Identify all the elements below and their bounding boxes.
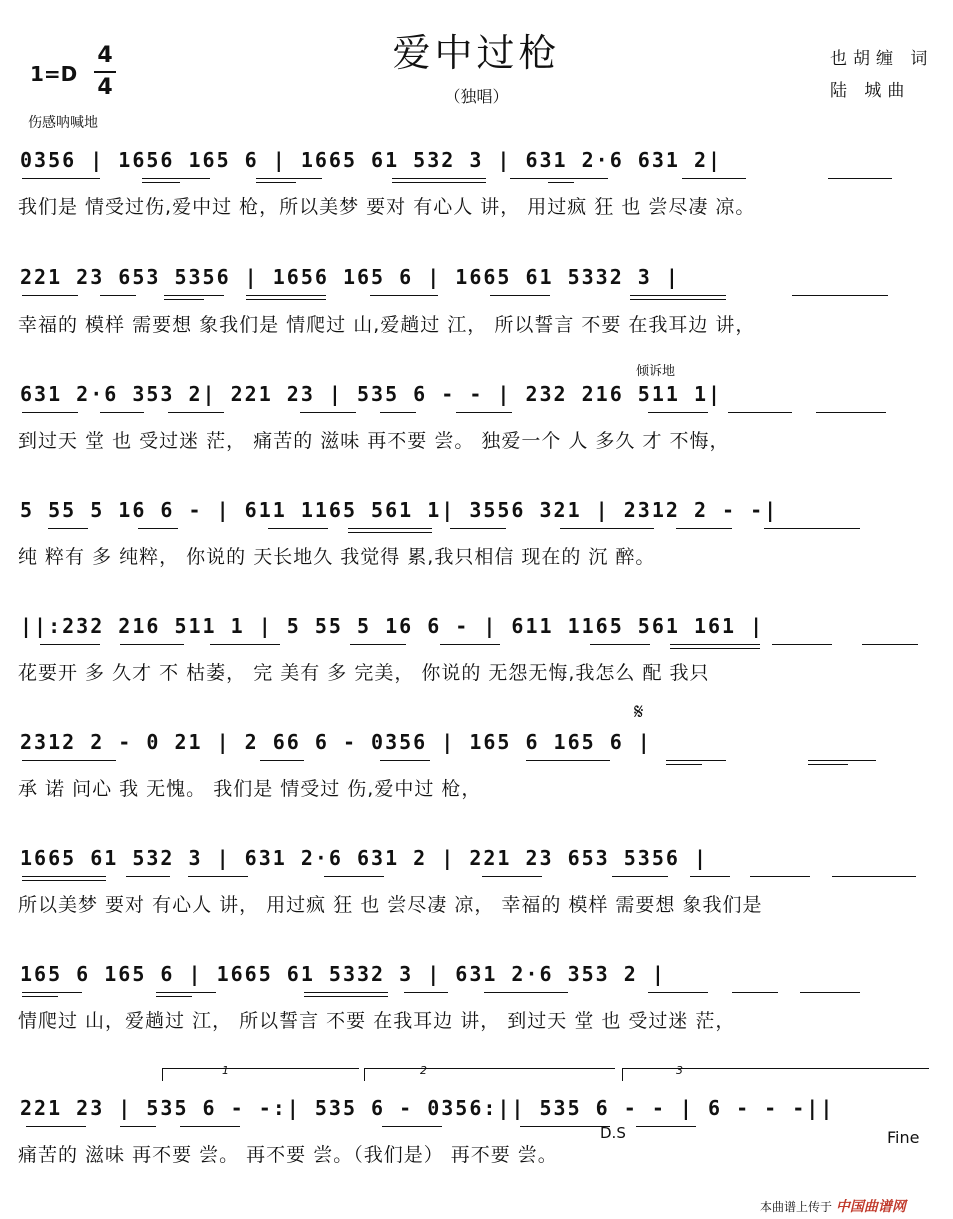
notation-line-8: 165 6 165 6 | 1665 61 5332 3 | 631 2·6 353 2 | bbox=[20, 962, 666, 986]
notation-line-9: 221 23 | 535 6 - -:| 535 6 - 0356:|| 535 6 - - | 6 - - -|| bbox=[20, 1096, 835, 1120]
volta-number-3: 3 bbox=[676, 1064, 683, 1077]
underline-group-5 bbox=[20, 614, 935, 648]
underline-group-3 bbox=[20, 382, 935, 416]
narrative-mark: 倾诉地 bbox=[636, 364, 676, 379]
lyric-line-8: 情爬过 山，爱趟过 江， 所以誓言 不要 在我耳边 讲， 到过天 堂 也 受过迷 茫， bbox=[18, 1010, 736, 1032]
lyric-line-9: 痛苦的 滋味 再不要 尝。 再不要 尝。（我们是） 再不要 尝。 bbox=[18, 1144, 558, 1166]
page-title: 爱中过枪 bbox=[392, 31, 561, 75]
footer-text: 本曲谱上传于 bbox=[760, 1200, 833, 1214]
ds-mark: D.S bbox=[600, 1124, 626, 1142]
volta-bracket-1 bbox=[162, 1068, 359, 1081]
underline-group-8 bbox=[20, 962, 935, 996]
notation-line-4: 5 55 5 16 6 - | 611 1165 561 1| 3556 321 | 2312 2 - -| bbox=[20, 498, 779, 522]
notation-line-5: ||:232 216 511 1 | 5 55 5 16 6 - | 611 1165 561 161 | bbox=[20, 614, 765, 638]
subtitle: （独唱） bbox=[444, 87, 509, 106]
volta-number-2: 2 bbox=[420, 1064, 427, 1077]
lyric-line-2: 幸福的 模样 需要想 象我们是 情爬过 山,爱趟过 江， 所以誓言 不要 在我耳边 讲， bbox=[18, 314, 756, 336]
notation-line-1: 0356 | 1656 165 6 | 1665 61 532 3 | 631 2·6 631 2| bbox=[20, 148, 723, 172]
notation-line-6: 2312 2 - 0 21 | 2 66 6 - 0356 | 165 6 165 6 | bbox=[20, 730, 652, 754]
lyric-line-1: 我们是 情受过伤,爱中过 枪，所以美梦 要对 有心人 讲， 用过疯 狂 也 尝尽凄 凉。 bbox=[18, 196, 756, 218]
lyric-line-6: 承 诺 问心 我 无愧。 我们是 情受过 伤,爱中过 枪， bbox=[18, 778, 482, 800]
composer-credit: 陆 城曲 bbox=[830, 81, 911, 101]
lyricist-credit: 也胡缠 词 bbox=[830, 49, 934, 69]
lyric-line-4: 纯 粹有 多 纯粹， 你说的 天长地久 我觉得 累,我只相信 现在的 沉 醉。 bbox=[18, 546, 656, 568]
notation-line-3: 631 2·6 353 2| 221 23 | 535 6 - - | 232 216 511 1| bbox=[20, 382, 723, 406]
expression-mark: 伤感呐喊地 bbox=[28, 115, 98, 131]
volta-bracket-3 bbox=[622, 1068, 929, 1081]
segno-mark: 𝄋 bbox=[634, 700, 644, 725]
underline-group-6 bbox=[20, 730, 935, 764]
underline-group-4 bbox=[20, 498, 935, 532]
lyric-line-5: 花要开 多 久才 不 枯萎， 完 美有 多 完美， 你说的 无怨无悔,我怎么 配 我只 bbox=[18, 662, 710, 684]
volta-bracket-2 bbox=[364, 1068, 615, 1081]
time-divider bbox=[94, 71, 116, 73]
time-bottom: 4 bbox=[97, 75, 113, 100]
underline-group-2 bbox=[20, 265, 935, 299]
fine-mark: Fine bbox=[887, 1128, 920, 1147]
footer-credit bbox=[760, 1196, 906, 1216]
site-logo-text[interactable]: 中国曲谱网 bbox=[835, 1199, 906, 1215]
time-top: 4 bbox=[97, 43, 113, 68]
underline-group-1 bbox=[20, 148, 935, 182]
lyric-line-3: 到过天 堂 也 受过迷 茫， 痛苦的 滋味 再不要 尝。 独爱一个 人 多久 才 不悔， bbox=[18, 430, 730, 452]
underline-group-7 bbox=[20, 846, 935, 880]
notation-line-7: 1665 61 532 3 | 631 2·6 631 2 | 221 23 653 5356 | bbox=[20, 846, 709, 870]
underline-group-9 bbox=[20, 1096, 935, 1130]
notation-line-2: 221 23 653 5356 | 1656 165 6 | 1665 61 5332 3 | bbox=[20, 265, 680, 289]
time-signature bbox=[94, 42, 116, 102]
volta-number-1: 1 bbox=[222, 1064, 229, 1077]
key-signature: 1=D bbox=[30, 62, 78, 86]
lyric-line-7: 所以美梦 要对 有心人 讲， 用过疯 狂 也 尝尽凄 凉， 幸福的 模样 需要想 象我们是 bbox=[18, 894, 763, 916]
